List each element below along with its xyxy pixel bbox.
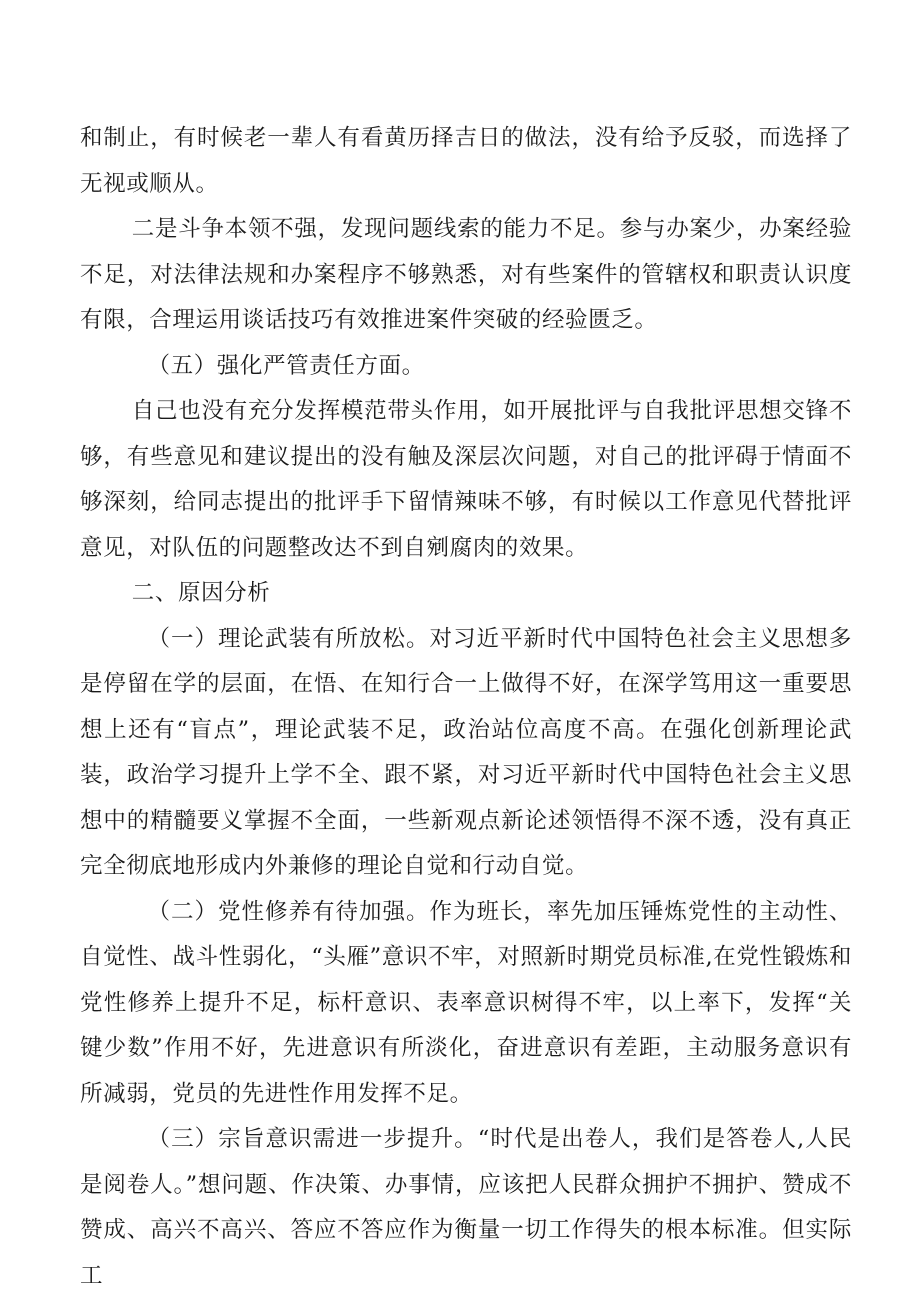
paragraph-continuation: 和制止，有时候老一辈人有看黄历择吉日的做法，没有给予反驳，而选择了无视或顺从。 [80, 125, 852, 197]
document-body [80, 116, 852, 1299]
section-heading-strict-management: （五）强化严管责任方面。 [147, 352, 425, 379]
section-heading-cause-analysis: 二、原因分析 [131, 580, 271, 606]
paragraph-struggle-ability: 二是斗争本领不强，发现问题线索的能力不足。参与办案少，办案经验不足，对法律法规和办案程序不够熟悉，对有些案件的管辖权和职责认识度有限，合理运用谈话技巧有效推进案件突破的经验匮乏。 [80, 216, 852, 333]
paragraph-party-spirit: （二）党性修养有待加强。作为班长，率先加压锤炼党性的主动性、自觉性、战斗性弱化，“头雁”意识不牢，对照新时期党员标准,在党性锻炼和党性修养上提升不足，标杆意识、表率意识树得不牢，以上率下，发挥“关键少数”作用不好，先进意识有所淡化，奋进意识有差距，主动服务意识有所减弱，党员的先进性作用发挥不足。 [80, 898, 852, 1107]
paragraph-purpose-awareness: （三）宗旨意识需进一步提升。“时代是出卷人，我们是答卷人,人民是阅卷人。”想问题、作决策、办事情，应该把人民群众拥护不拥护、赞成不赞成、高兴不高兴、答应不答应作为衡量一切工作得失的根本标准。但实际工 [80, 1126, 852, 1289]
paragraph-theory-armament: （一）理论武装有所放松。对习近平新时代中国特色社会主义思想多是停留在学的层面，在悟、在知行合一上做得不好，在深学笃用这一重要思想上还有“盲点”，理论武装不足，政治站位高度不高。在强化创新理论武装，政治学习提升上学不全、跟不紧，对习近平新时代中国特色社会主义思想中的精髓要义掌握不全面，一些新观点新论述领悟得不深不透，没有真正完全彻底地形成内外兼修的理论自觉和行动自觉。 [80, 625, 852, 879]
paragraph-role-model: 自己也没有充分发挥模范带头作用，如开展批评与自我批评思想交锋不够，有些意见和建议提出的没有触及深层次问题，对自己的批评碍于情面不够深刻，给同志提出的批评手下留情辣味不够，有时候以工作意见代替批评意见，对队伍的问题整改达不到自剜腐肉的效果。 [80, 398, 852, 561]
